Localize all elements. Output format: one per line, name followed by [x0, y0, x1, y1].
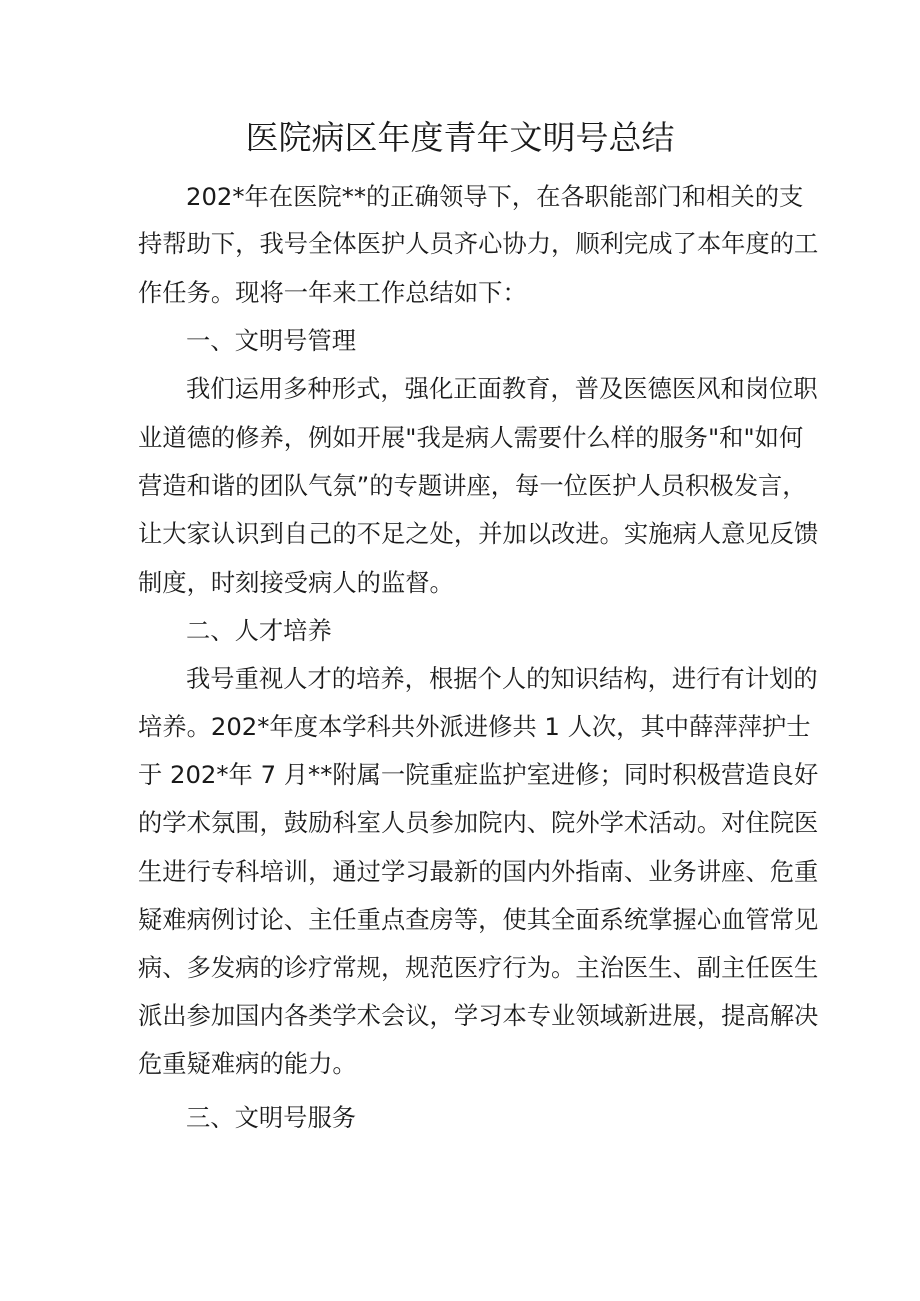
paragraph-line: 制度，时刻接受病人的监督。 [138, 568, 454, 597]
paragraph-line: 生进行专科培训，通过学习最新的国内外指南、业务讲座、危重 [138, 857, 819, 886]
paragraph-line: 培养。202*年度本学科共外派进修共 1 人次，其中薛萍萍护士 [138, 712, 811, 741]
section-heading: 三、文明号服务 [186, 1103, 357, 1132]
paragraph-line: 疑难病例讨论、主任重点查房等，使其全面系统掌握心血管常见 [138, 905, 819, 934]
paragraph-line: 派出参加国内各类学术会议，学习本专业领域新进展，提高解决 [138, 1001, 819, 1030]
paragraph-line: 的学术氛围，鼓励科室人员参加院内、院外学术活动。对住院医 [138, 808, 819, 837]
paragraph-line: 我号重视人才的培养，根据个人的知识结构，进行有计划的 [186, 664, 818, 693]
paragraph-line: 营造和谐的团队气氛”的专题讲座，每一位医护人员积极发言， [138, 471, 807, 500]
paragraph-line: 让大家认识到自己的不足之处，并加以改进。实施病人意见反馈 [138, 519, 819, 548]
section-heading: 二、人才培养 [186, 616, 332, 645]
paragraph-line: 业道德的修养，例如开展"我是病人需要什么样的服务"和"如何 [138, 423, 804, 452]
paragraph-line: 于 202*年 7 月**附属一院重症监护室进修；同时积极营造良好 [138, 760, 819, 789]
paragraph-line: 病、多发病的诊疗常规，规范医疗行为。主治医生、副主任医生 [138, 953, 819, 982]
intro-line: 持帮助下，我号全体医护人员齐心协力，顺利完成了本年度的工 [138, 229, 819, 258]
paragraph-line: 危重疑难病的能力。 [138, 1049, 357, 1078]
document-title: 医院病区年度青年文明号总结 [245, 118, 675, 157]
paragraph-line: 我们运用多种形式，强化正面教育，普及医德医风和岗位职 [186, 374, 818, 403]
section-heading: 一、文明号管理 [186, 326, 357, 355]
intro-line: 作任务。现将一年来工作总结如下： [138, 278, 527, 307]
intro-line: 202*年在医院**的正确领导下，在各职能部门和相关的支 [186, 182, 804, 211]
